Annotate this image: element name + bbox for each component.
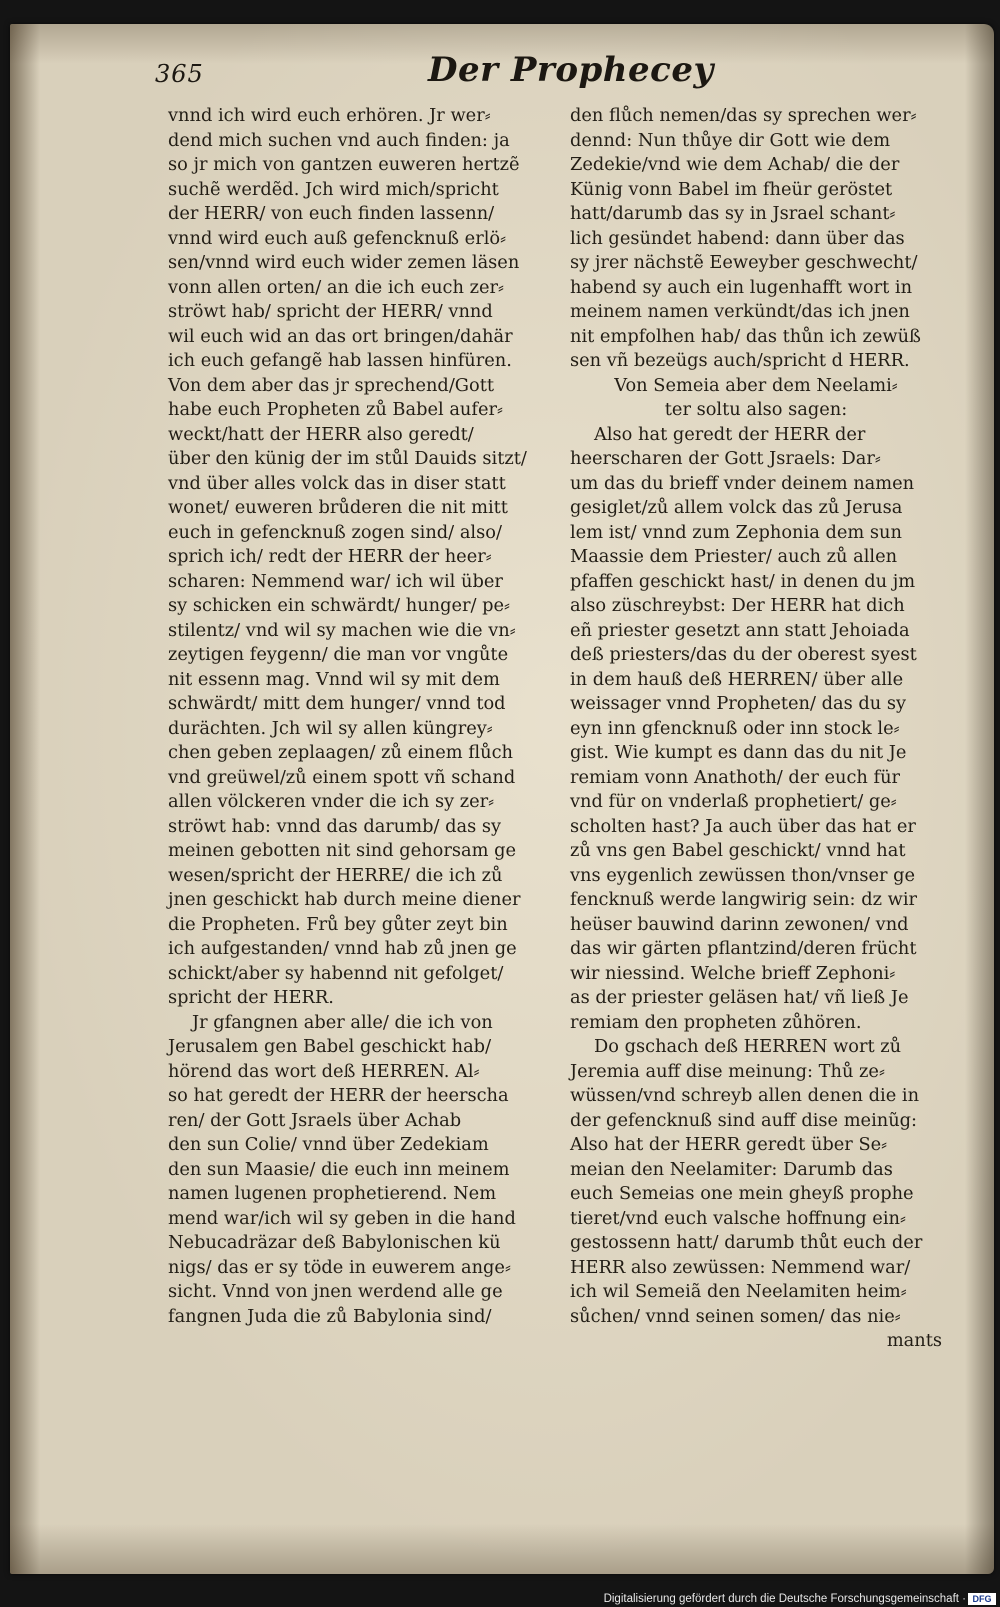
text-line: eyn inn gfencknuß oder inn stock le⸗ bbox=[570, 717, 900, 739]
text-line: fencknuß werde langwirig sein: dz wir bbox=[570, 889, 918, 910]
text-line: hörend das wort deß HERREN. Al⸗ bbox=[168, 1060, 480, 1082]
text-line: as der priester geläsen hat/ vñ ließ Je bbox=[570, 987, 909, 1008]
text-line: das wir gärten pflantzind/deren frücht bbox=[570, 938, 917, 959]
text-line: weckt/hatt der HERR also geredt/ bbox=[168, 423, 474, 445]
digitization-credit: Digitalisierung gefördert durch die Deutsche Forschungsgemeinschaft · bbox=[603, 1593, 966, 1605]
text-line: also züschreybst: Der HERR hat dich bbox=[570, 595, 905, 616]
text-line: den flůch nemen/das sy sprechen wer⸗ bbox=[570, 105, 917, 126]
text-line: scholten hast? Ja auch über das hat er bbox=[570, 815, 916, 837]
text-line: deß priesters/das du der oberest syest bbox=[570, 644, 917, 665]
text-line: vnd greüwel/zů einem spott vñ schand bbox=[168, 766, 516, 788]
text-line: ich aufgestanden/ vnnd hab zů jnen ge bbox=[168, 938, 517, 959]
text-line: schickt/aber sy habennd nit gefolget/ bbox=[168, 962, 504, 984]
text-line: so hat geredt der HERR der heerscha bbox=[168, 1085, 509, 1106]
text-line: den sun Colie/ vnnd über Zedekiam bbox=[168, 1134, 489, 1155]
text-line: vnd über alles volck das in diser statt bbox=[168, 472, 506, 494]
text-line: nit empfolhen hab/ das thůn ich zewüß bbox=[570, 325, 921, 347]
text-line: Künig vonn Babel im fheür geröstet bbox=[570, 178, 893, 200]
text-line: meian den Neelamiter: Darumb das bbox=[570, 1158, 893, 1180]
text-line: pfaffen geschickt hast/ in denen du jm bbox=[570, 570, 916, 592]
text-line: ter soltu also sagen: bbox=[664, 399, 848, 420]
text-line: dennd: Nun thůye dir Gott wie dem bbox=[570, 129, 891, 151]
text-line: über den künig der im stůl Dauids sitzt/ bbox=[168, 448, 527, 469]
left-text-column bbox=[168, 104, 563, 1329]
text-line: meinem namen verkündt/das ich jnen bbox=[570, 301, 910, 322]
text-line: sen/vnnd wird euch wider zemen läsen bbox=[168, 252, 520, 273]
text-line: ströwt hab: vnnd das darumb/ das sy bbox=[168, 815, 502, 837]
text-line: den sun Maasie/ die euch inn meinem bbox=[168, 1158, 510, 1180]
text-line: HERR also zewüssen: Nemmend war/ bbox=[570, 1256, 911, 1278]
text-line: Maassie dem Priester/ auch zů allen bbox=[570, 546, 898, 567]
text-line: Jeremia auff dise meinung: Thů ze⸗ bbox=[570, 1060, 885, 1082]
text-line: mend war/ich wil sy geben in die hand bbox=[168, 1207, 516, 1229]
text-line: gestossenn hatt/ darumb thůt euch der bbox=[570, 1232, 923, 1253]
text-line: allen völckeren vnder die ich sy zer⸗ bbox=[168, 791, 495, 812]
text-line: Jerusalem gen Babel geschickt hab/ bbox=[168, 1036, 492, 1057]
text-line: suchẽ werdẽd. Jch wird mich/spricht bbox=[168, 178, 499, 200]
text-line: sůchen/ vnnd seinen somen/ das nie⸗ bbox=[570, 1305, 901, 1327]
text-line: euch in gefencknuß zogen sind/ also/ bbox=[168, 521, 502, 543]
text-line: habe euch Propheten zů Babel aufer⸗ bbox=[168, 399, 503, 420]
text-line: sicht. Vnnd von jnen werdend alle ge bbox=[168, 1281, 503, 1302]
text-line: fangnen Juda die zů Babylonia sind/ bbox=[168, 1305, 492, 1327]
text-line: heerscharen der Gott Jsraels: Dar⸗ bbox=[570, 448, 881, 469]
text-line: vnnd wird euch auß gefencknuß erlö⸗ bbox=[168, 227, 507, 249]
text-line: schwärdt/ mitt dem hunger/ vnnd tod bbox=[168, 693, 506, 714]
text-line: lem ist/ vnnd zum Zephonia dem sun bbox=[570, 521, 902, 543]
dfg-logo: DFG bbox=[968, 1593, 996, 1605]
text-line: Do gschach deß HERREN wort zů bbox=[594, 1036, 902, 1057]
text-line: tieret/vnd euch valsche hoffnung ein⸗ bbox=[570, 1207, 906, 1229]
text-line: wesen/spricht der HERRE/ die ich zů bbox=[168, 864, 503, 886]
text-line: Nebucadräzar deß Babylonischen kü bbox=[168, 1232, 501, 1253]
running-head: Der Prophecey bbox=[428, 50, 714, 90]
text-line: scharen: Nemmend war/ ich wil über bbox=[168, 570, 503, 592]
text-line: eñ priester gesetzt ann statt Jehoiada bbox=[570, 619, 910, 641]
right-text-column bbox=[570, 104, 942, 1354]
text-line: der HERR/ von euch finden lassenn/ bbox=[168, 203, 495, 224]
text-line: sy jrer nächstẽ Eeweyber geschwecht/ bbox=[570, 252, 918, 273]
text-line: namen lugenen prophetierend. Nem bbox=[168, 1183, 497, 1204]
text-line: wüssen/vnd schreyb allen denen die in bbox=[570, 1085, 920, 1106]
text-line: sen vñ bezeügs auch/spricht d HERR. bbox=[570, 350, 910, 371]
text-line: vnd für on vnderlaß prophetiert/ ge⸗ bbox=[570, 791, 897, 812]
text-line: durächten. Jch wil sy allen küngrey⸗ bbox=[168, 717, 493, 739]
text-line: hatt/darumb das sy in Jsrael schant⸗ bbox=[570, 203, 896, 224]
text-line: vonn allen orten/ an die ich euch zer⸗ bbox=[168, 276, 504, 298]
text-line: Von Semeia aber dem Neelami⸗ bbox=[614, 374, 898, 396]
text-line: sy schicken ein schwärdt/ hunger/ pe⸗ bbox=[168, 595, 510, 616]
text-line: stilentz/ vnd wil sy machen wie die vn⸗ bbox=[168, 619, 516, 641]
text-line: der gefencknuß sind auff dise meinũg: bbox=[570, 1109, 918, 1131]
text-line: heüser bauwind darinn zewonen/ vnd bbox=[570, 913, 909, 935]
text-line: sprich ich/ redt der HERR der heer⸗ bbox=[168, 546, 492, 567]
text-line: Also hat der HERR geredt über Se⸗ bbox=[570, 1134, 888, 1155]
text-line: remiam vonn Anathoth/ der euch für bbox=[570, 766, 901, 788]
text-line: vnnd ich wird euch erhören. Jr wer⸗ bbox=[168, 105, 491, 126]
text-line: um das du brieff vnder deinem namen bbox=[570, 472, 915, 494]
text-line: Zedekie/vnd wie dem Achab/ die der bbox=[570, 154, 900, 175]
text-line: wonet/ euweren brůderen die nit mitt bbox=[168, 497, 508, 518]
text-line: euch Semeias one mein gheyß prophe bbox=[570, 1183, 914, 1204]
text-line: chen geben zeplaagen/ zů einem flůch bbox=[168, 742, 514, 763]
text-line: gesiglet/zů allem volck das zů Jerusa bbox=[570, 497, 903, 518]
text-line: zů vns gen Babel geschickt/ vnnd hat bbox=[570, 840, 906, 861]
text-line: nigs/ das er sy töde in euwerem ange⸗ bbox=[168, 1256, 511, 1278]
text-line: ich euch gefangẽ hab lassen hinfüren. bbox=[168, 350, 512, 371]
text-line: gist. Wie kumpt es dann das du nit Je bbox=[570, 742, 907, 763]
text-line: dend mich suchen vnd auch finden: ja bbox=[168, 129, 510, 151]
text-line: meinen gebotten nit sind gehorsam ge bbox=[168, 840, 517, 861]
text-line: jnen geschickt hab durch meine diener bbox=[168, 889, 521, 910]
text-line: ströwt hab/ spricht der HERR/ vnnd bbox=[168, 301, 493, 322]
text-line: ich wil Semeiã den Neelamiten heim⸗ bbox=[570, 1281, 907, 1302]
text-line: weissager vnnd Propheten/ das du sy bbox=[570, 693, 907, 714]
text-line: so jr mich von gantzen euweren hertzẽ bbox=[168, 154, 520, 175]
text-line: in dem hauß deß HERREN/ über alle bbox=[570, 668, 904, 690]
text-line: zeytigen feygenn/ die man vor vngůte bbox=[168, 644, 509, 665]
text-line: vns eygenlich zewüssen thon/vnser ge bbox=[570, 864, 916, 886]
text-line: wil euch wid an das ort bringen/dahär bbox=[168, 325, 513, 347]
text-line: Also hat geredt der HERR der bbox=[594, 423, 866, 445]
text-line: spricht der HERR. bbox=[168, 987, 334, 1008]
text-line: die Propheten. Frů bey gůter zeyt bin bbox=[168, 913, 508, 935]
text-line: lich gesündet habend: dann über das bbox=[570, 227, 905, 249]
text-line: habend sy auch ein lugenhafft wort in bbox=[570, 276, 913, 298]
text-line: wir niessind. Welche brieff Zephoni⸗ bbox=[570, 962, 896, 984]
text-line: mants bbox=[886, 1330, 942, 1351]
text-line: ren/ der Gott Jsraels über Achab bbox=[168, 1109, 462, 1131]
page-number: 365 bbox=[155, 60, 204, 88]
text-line: Von dem aber das jr sprechend/Gott bbox=[168, 374, 495, 396]
text-line: nit essenn mag. Vnnd wil sy mit dem bbox=[168, 668, 500, 690]
text-line: remiam den propheten zůhören. bbox=[570, 1011, 862, 1033]
page-header bbox=[0, 0, 1000, 90]
text-line: Jr gfangnen aber alle/ die ich von bbox=[192, 1011, 493, 1033]
